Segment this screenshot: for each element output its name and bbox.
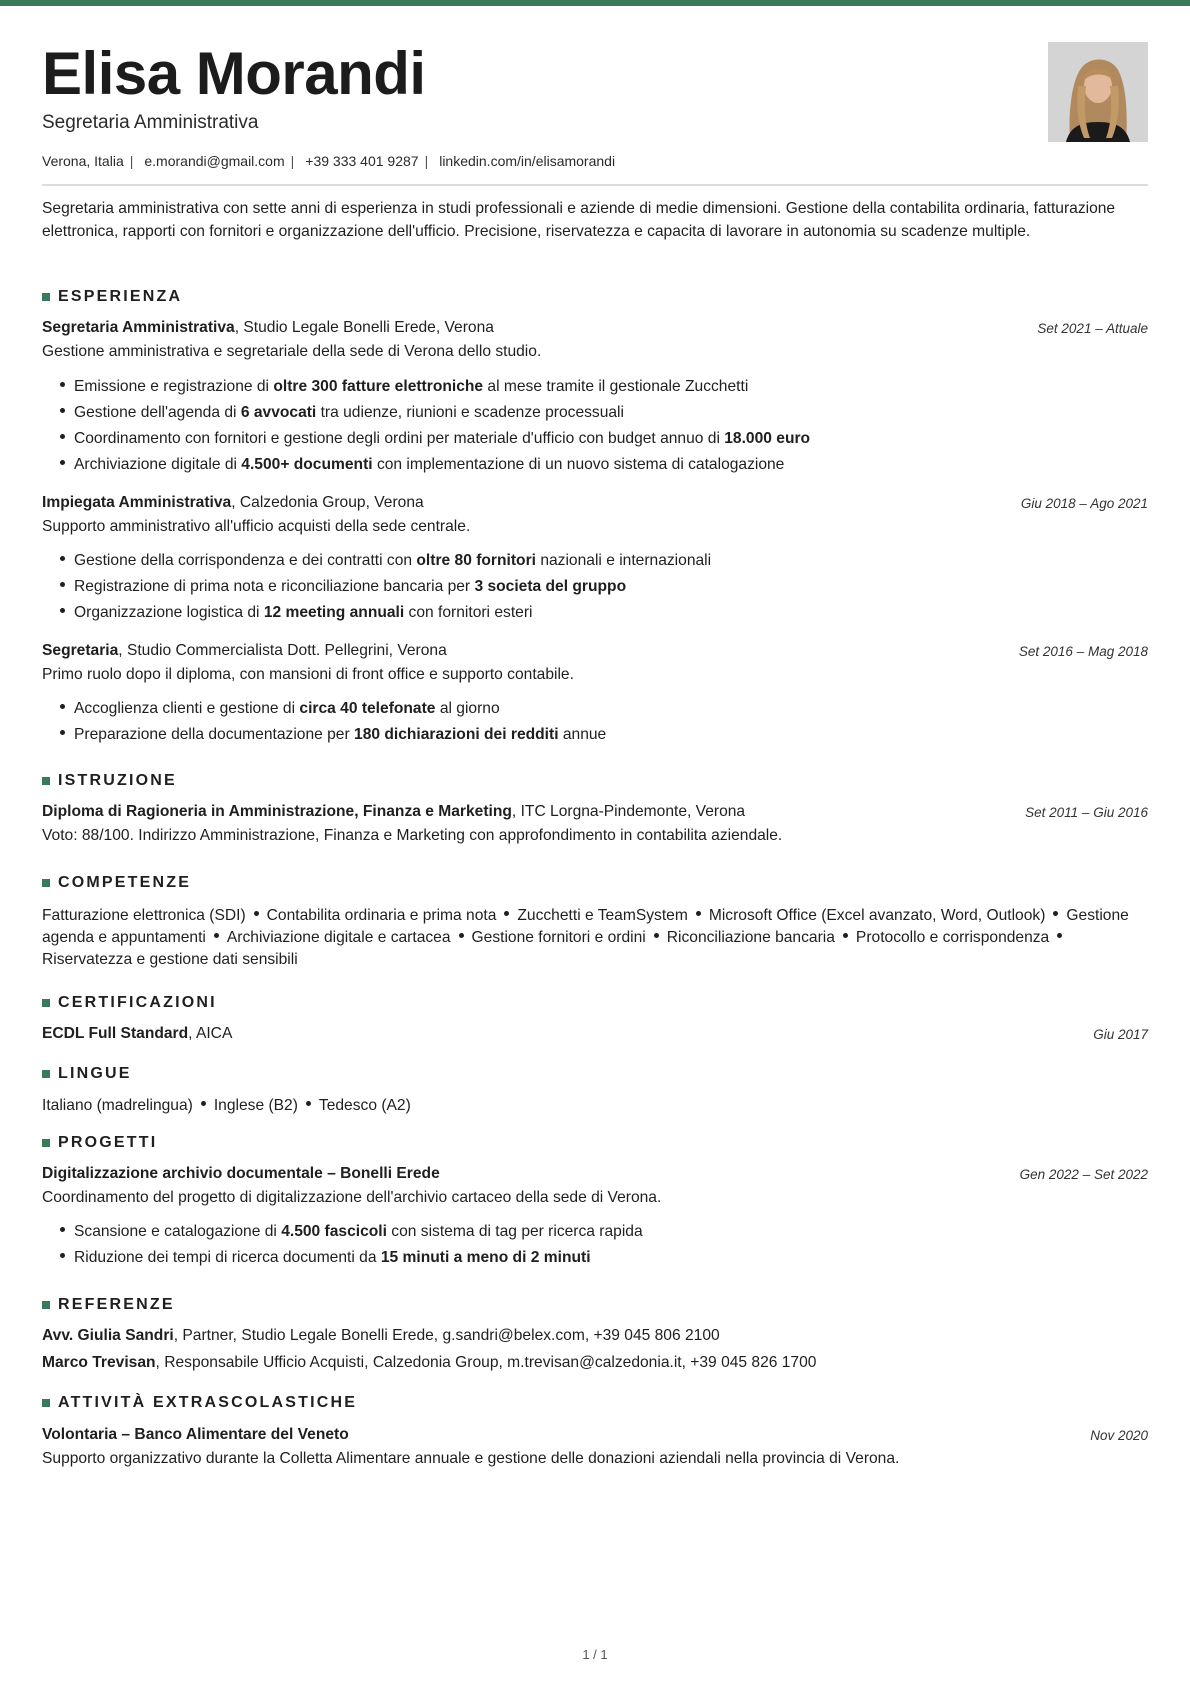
page-number: 1 / 1	[582, 1647, 608, 1662]
job-description: Primo ruolo dopo il diploma, con mansioni di front office e supporto contabile.	[42, 666, 574, 683]
job-date: Giu 2018 – Ago 2021	[1020, 496, 1148, 511]
bullet-dot-icon	[60, 730, 65, 735]
reference-item	[42, 1354, 816, 1372]
certification-item	[42, 1025, 232, 1043]
skill-item: Riservatezza e gestione dati sensibili	[42, 951, 298, 968]
bullet-text: Emissione e registrazione di	[74, 378, 274, 395]
project-title: Digitalizzazione archivio documentale – Bonelli Erede	[42, 1165, 440, 1182]
job-org: , Studio Legale Bonelli Erede, Verona	[234, 319, 494, 336]
bullet-dot-icon	[60, 608, 65, 613]
bullet-highlight: 18.000 euro	[724, 430, 811, 447]
bullet-highlight: 6 avvocati	[240, 404, 317, 421]
section-title-skills	[42, 874, 191, 892]
job-description: Gestione amministrativa e segretariale della sede di Verona dello studio.	[42, 343, 542, 360]
activity-date: Nov 2020	[1090, 1428, 1148, 1443]
job-title: Segretaria Amministrativa	[42, 319, 235, 336]
language-item: Tedesco (A2)	[318, 1097, 411, 1114]
section-title-text: LINGUE	[58, 1065, 132, 1082]
skill-item: Gestione fornitori e ordini	[471, 929, 646, 946]
profile-photo	[1048, 42, 1148, 142]
certification-title: ECDL Full Standard	[42, 1025, 189, 1042]
project-heading	[42, 1165, 440, 1183]
skill-item: Zucchetti e TeamSystem	[517, 907, 688, 924]
bullet-text: Gestione dell'agenda di	[74, 404, 241, 421]
header-divider	[42, 184, 1148, 186]
resume-header	[42, 6, 1148, 186]
bullet-text: tra udienze, riunioni e scadenze processuali	[316, 404, 624, 421]
section-title-languages	[42, 1065, 132, 1083]
bullet-dot-icon	[60, 704, 65, 709]
project-date: Gen 2022 – Set 2022	[1019, 1167, 1148, 1182]
bullet-text: Preparazione della documentazione per	[74, 726, 355, 743]
job-date: Set 2016 – Mag 2018	[1018, 644, 1148, 659]
bullet-highlight: oltre 300 fatture elettroniche	[273, 378, 484, 395]
activity-description: Supporto organizzativo durante la Colletta Alimentare annuale e gestione delle donazioni aziendali nella provincia di Verona.	[42, 1450, 900, 1467]
contact-line	[42, 153, 615, 169]
section-marker-icon	[42, 1070, 50, 1078]
reference-name: Marco Trevisan	[42, 1354, 156, 1371]
candidate-role: Segretaria Amministrativa	[42, 112, 259, 133]
education-description: Voto: 88/100. Indirizzo Amministrazione, Finanza e Marketing con approfondimento in contabilita aziendale.	[42, 827, 783, 844]
skill-item: Gestione agenda e appuntamenti	[42, 907, 1129, 946]
separator-dot-icon	[201, 1101, 206, 1106]
education-heading	[42, 803, 745, 821]
bullet-dot-icon	[60, 382, 65, 387]
section-title-text: ISTRUZIONE	[58, 772, 177, 789]
bullet-dot-icon	[60, 1227, 65, 1232]
section-title-text: CERTIFICAZIONI	[58, 994, 217, 1011]
activity-title: Volontaria – Banco Alimentare del Veneto	[42, 1426, 349, 1443]
activity-heading	[42, 1426, 349, 1444]
section-title-text: COMPETENZE	[58, 874, 192, 891]
bullet-text: al mese tramite il gestionale Zucchetti	[483, 378, 749, 395]
bullet-dot-icon	[60, 434, 65, 439]
project-bullet	[60, 1223, 643, 1241]
bullet-text: Riduzione dei tempi di ricerca documenti da	[74, 1249, 381, 1266]
section-title-text: REFERENZE	[58, 1296, 175, 1313]
section-marker-icon	[42, 1139, 50, 1147]
section-marker-icon	[42, 1399, 50, 1407]
bullet-highlight: 3 societa del gruppo	[474, 578, 627, 595]
job-heading	[42, 642, 447, 660]
section-title-activities	[42, 1394, 357, 1412]
section-title-projects	[42, 1134, 157, 1152]
separator-dot-icon	[696, 911, 701, 916]
separator-dot-icon	[504, 911, 509, 916]
contact-phone[interactable]: +39 333 401 9287	[305, 153, 419, 169]
section-title-text: PROGETTI	[58, 1134, 158, 1151]
bullet-dot-icon	[60, 460, 65, 465]
bullet-text: Scansione e catalogazione di	[74, 1223, 282, 1240]
job-org: , Calzedonia Group, Verona	[231, 494, 424, 511]
certification-issuer: , AICA	[188, 1025, 233, 1042]
job-bullet	[60, 604, 533, 622]
separator-dot-icon	[843, 933, 848, 938]
bullet-text: Organizzazione logistica di	[74, 604, 264, 621]
languages-list	[42, 1095, 411, 1117]
separator-dot-icon	[654, 933, 659, 938]
skill-item: Contabilita ordinaria e prima nota	[266, 907, 497, 924]
section-marker-icon	[42, 293, 50, 301]
job-bullet	[60, 456, 784, 474]
bullet-text: con fornitori esteri	[404, 604, 533, 621]
language-item: Inglese (B2)	[213, 1097, 298, 1114]
bullet-dot-icon	[60, 408, 65, 413]
skill-item: Protocollo e corrispondenza	[855, 929, 1050, 946]
bullet-highlight: 4.500 fascicoli	[281, 1223, 387, 1240]
bullet-highlight: 180 dichiarazioni dei redditi	[354, 726, 559, 743]
bullet-dot-icon	[60, 582, 65, 587]
bullet-text: Coordinamento con fornitori e gestione degli ordini per materiale d'ufficio con budget annuo di	[74, 430, 725, 447]
bullet-dot-icon	[60, 1253, 65, 1258]
education-date: Set 2011 – Giu 2016	[1025, 805, 1148, 820]
portrait-icon	[1048, 42, 1148, 142]
bullet-text: al giorno	[435, 700, 500, 717]
separator-dot-icon	[254, 911, 259, 916]
job-bullet	[60, 700, 500, 718]
contact-separator: |	[290, 153, 295, 169]
contact-location: Verona, Italia	[42, 153, 124, 169]
contact-separator: |	[424, 153, 429, 169]
job-org: , Studio Commercialista Dott. Pellegrini, Verona	[118, 642, 447, 659]
job-bullet	[60, 726, 606, 744]
bullet-text: Registrazione di prima nota e riconciliazione bancaria per	[74, 578, 475, 595]
section-marker-icon	[42, 999, 50, 1007]
job-heading	[42, 494, 424, 512]
reference-name: Avv. Giulia Sandri	[42, 1327, 174, 1344]
section-marker-icon	[42, 879, 50, 887]
resume-page	[42, 6, 1148, 1467]
language-item: Italiano (madrelingua)	[42, 1097, 193, 1114]
job-title: Impiegata Amministrativa	[42, 494, 232, 511]
bullet-highlight: oltre 80 fornitori	[416, 552, 536, 569]
separator-dot-icon	[1053, 911, 1058, 916]
skill-item: Microsoft Office (Excel avanzato, Word, Outlook)	[708, 907, 1046, 924]
bullet-highlight: circa 40 telefonate	[299, 700, 436, 717]
contact-email[interactable]: e.morandi@gmail.com	[144, 153, 285, 169]
bullet-highlight: 15 minuti a meno di 2 minuti	[380, 1249, 591, 1266]
bullet-highlight: 4.500+ documenti	[241, 456, 373, 473]
job-bullet	[60, 552, 711, 570]
job-description: Supporto amministrativo all'ufficio acquisti della sede centrale.	[42, 518, 471, 535]
separator-dot-icon	[306, 1101, 311, 1106]
bullet-text: annue	[558, 726, 607, 743]
bullet-text: con implementazione di un nuovo sistema di catalogazione	[372, 456, 785, 473]
school-name: , ITC Lorgna-Pindemonte, Verona	[511, 803, 746, 820]
section-title-text: ESPERIENZA	[58, 288, 183, 305]
bullet-text: Gestione della corrispondenza e dei contratti con	[74, 552, 417, 569]
section-title-references	[42, 1296, 175, 1314]
section-marker-icon	[42, 777, 50, 785]
certification-date: Giu 2017	[1093, 1027, 1148, 1042]
separator-dot-icon	[459, 933, 464, 938]
section-title-education	[42, 772, 177, 790]
section-title-text: ATTIVITÀ EXTRASCOLASTICHE	[58, 1394, 358, 1411]
skills-list	[42, 905, 1148, 971]
bullet-dot-icon	[60, 556, 65, 561]
skill-item: Archiviazione digitale e cartacea	[226, 929, 451, 946]
reference-details: , Responsabile Ufficio Acquisti, Calzedonia Group, m.trevisan@calzedonia.it, +39 045 826 1700	[155, 1354, 817, 1371]
profile-summary: Segretaria amministrativa con sette anni di esperienza in studi professionali e aziende di medie dimensioni. Gestione della contabilita ordinaria, fatturazione elettronica, rapporti con fornitori e organizzazione dell'ufficio. Precisione, riservatezza e capacita di lavorare in autonomia su scadenze multiple.	[42, 200, 1116, 240]
bullet-text: Archiviazione digitale di	[74, 456, 242, 473]
job-bullet	[60, 404, 624, 422]
skill-item: Riconciliazione bancaria	[666, 929, 835, 946]
job-bullet	[60, 378, 748, 396]
candidate-name: Elisa Morandi	[42, 40, 426, 107]
bullet-text: con sistema di tag per ricerca rapida	[386, 1223, 643, 1240]
contact-linkedin[interactable]: linkedin.com/in/elisamorandi	[439, 153, 616, 169]
separator-dot-icon	[1057, 933, 1062, 938]
job-date: Set 2021 – Attuale	[1037, 321, 1148, 336]
job-bullet	[60, 430, 810, 448]
job-title: Segretaria	[42, 642, 119, 659]
reference-item	[42, 1327, 720, 1345]
section-marker-icon	[42, 1301, 50, 1309]
separator-dot-icon	[214, 933, 219, 938]
bullet-highlight: 12 meeting annuali	[263, 604, 405, 621]
section-title-experience	[42, 288, 182, 306]
skill-item: Fatturazione elettronica (SDI)	[42, 907, 246, 924]
job-bullet	[60, 578, 626, 596]
project-description: Coordinamento del progetto di digitalizzazione dell'archivio cartaceo della sede di Verona.	[42, 1189, 662, 1206]
job-heading	[42, 319, 494, 337]
degree-title: Diploma di Ragioneria in Amministrazione, Finanza e Marketing	[42, 803, 512, 820]
reference-details: , Partner, Studio Legale Bonelli Erede, g.sandri@belex.com, +39 045 806 2100	[173, 1327, 720, 1344]
bullet-text: nazionali e internazionali	[535, 552, 712, 569]
bullet-text: Accoglienza clienti e gestione di	[74, 700, 300, 717]
project-bullet	[60, 1249, 591, 1267]
section-title-certifications	[42, 994, 217, 1012]
contact-separator: |	[129, 153, 134, 169]
